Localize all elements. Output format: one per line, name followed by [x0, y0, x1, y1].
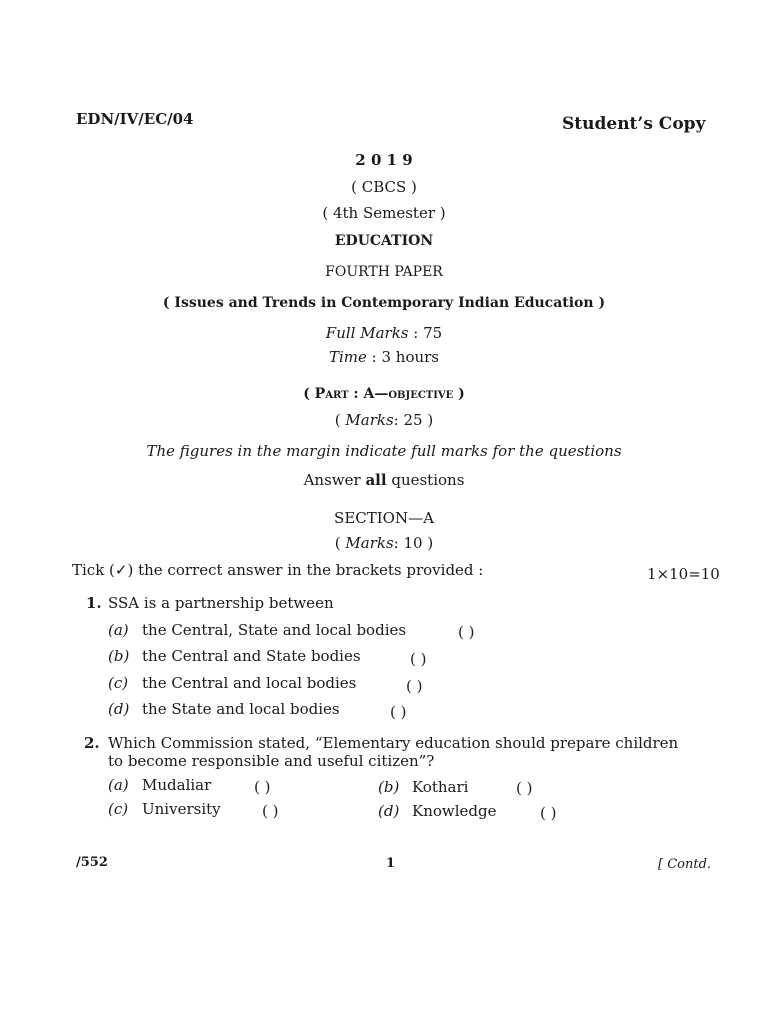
full-marks-value: : 75: [413, 324, 443, 342]
question-2-text-line2: to become responsible and useful citizen”?: [108, 752, 435, 770]
q2-option-c-bracket[interactable]: ( ): [262, 802, 279, 820]
option-text: Mudaliar: [142, 776, 212, 794]
continued-label: [ Contd.: [658, 857, 712, 872]
margin-instruction: The figures in the margin indicate full marks for the questions: [146, 442, 622, 460]
option-text: University: [142, 800, 221, 818]
answer-all: all: [365, 471, 387, 489]
q2-option-b-bracket[interactable]: ( ): [516, 779, 533, 797]
full-marks-label: Full Marks: [325, 324, 409, 342]
part-marks-label: Marks: [345, 411, 394, 429]
q1-option-b: [108, 647, 361, 665]
question-2-text-line1: Which Commission stated, “Elementary education should prepare children: [108, 734, 679, 752]
paper-title: ( Issues and Trends in Contemporary Indian Education ): [162, 295, 606, 311]
time-label: Time: [328, 348, 367, 366]
q1-option-a-bracket[interactable]: ( ): [458, 623, 475, 641]
option-text: Kothari: [412, 778, 469, 796]
part-marks-open: (: [334, 411, 346, 429]
answer-post: questions: [386, 471, 465, 489]
part-marks-value: : 25 ): [393, 411, 434, 429]
section-marks-value: : 10 ): [393, 534, 434, 552]
section-marks-open: (: [334, 534, 346, 552]
option-letter: (a): [108, 776, 129, 794]
q2-option-b: [378, 778, 468, 796]
q1-option-c: [108, 674, 356, 692]
option-text: Knowledge: [412, 802, 497, 820]
q2-option-a: [108, 776, 211, 794]
answer-pre: Answer: [303, 471, 366, 489]
q2-option-c: [108, 800, 221, 818]
exam-scheme: ( CBCS ): [351, 178, 417, 196]
option-letter: (c): [108, 800, 129, 818]
answer-instruction: [0, 471, 768, 489]
option-letter: (d): [378, 802, 400, 820]
option-text: the State and local bodies: [142, 700, 340, 718]
page-number: 1: [386, 856, 396, 871]
footer-code: /552: [76, 855, 108, 870]
option-text: the Central and local bodies: [142, 674, 357, 692]
q1-option-b-bracket[interactable]: ( ): [410, 650, 427, 668]
exam-semester: ( 4th Semester ): [322, 204, 446, 222]
option-text: the Central, State and local bodies: [142, 621, 407, 639]
q1-option-d: [108, 700, 340, 718]
section-instruction: Tick (✓) the correct answer in the brackets provided :: [72, 561, 484, 579]
q1-option-c-bracket[interactable]: ( ): [406, 677, 423, 695]
question-2-number: 2.: [84, 734, 100, 752]
exam-subject: EDUCATION: [334, 233, 434, 249]
paper-code: EDN/IV/EC/04: [76, 110, 194, 128]
part-label: ( Part : A—objective ): [303, 386, 465, 402]
exam-year: 2 0 1 9: [355, 151, 413, 169]
full-marks: [0, 324, 768, 342]
q1-option-a: [108, 621, 406, 639]
question-1-number: 1.: [86, 594, 102, 612]
option-letter: (d): [108, 700, 130, 718]
option-letter: (b): [108, 647, 130, 665]
section-marks: [0, 534, 768, 552]
option-letter: (a): [108, 621, 129, 639]
time-allowed: [0, 348, 768, 366]
section-marks-label: Marks: [345, 534, 394, 552]
q1-option-d-bracket[interactable]: ( ): [390, 703, 407, 721]
copy-label: Student’s Copy: [562, 114, 706, 134]
option-text: the Central and State bodies: [142, 647, 361, 665]
exam-paper: FOURTH PAPER: [325, 264, 443, 280]
q2-option-a-bracket[interactable]: ( ): [254, 778, 271, 796]
section-score: 1×10=10: [647, 565, 720, 583]
option-letter: (c): [108, 674, 129, 692]
option-letter: (b): [378, 778, 400, 796]
q2-option-d-bracket[interactable]: ( ): [540, 804, 557, 822]
question-1-text: SSA is a partnership between: [108, 594, 334, 612]
q2-option-d: [378, 802, 497, 820]
time-value: : 3 hours: [371, 348, 440, 366]
part-marks: [0, 411, 768, 429]
section-label: SECTION—A: [334, 509, 434, 527]
